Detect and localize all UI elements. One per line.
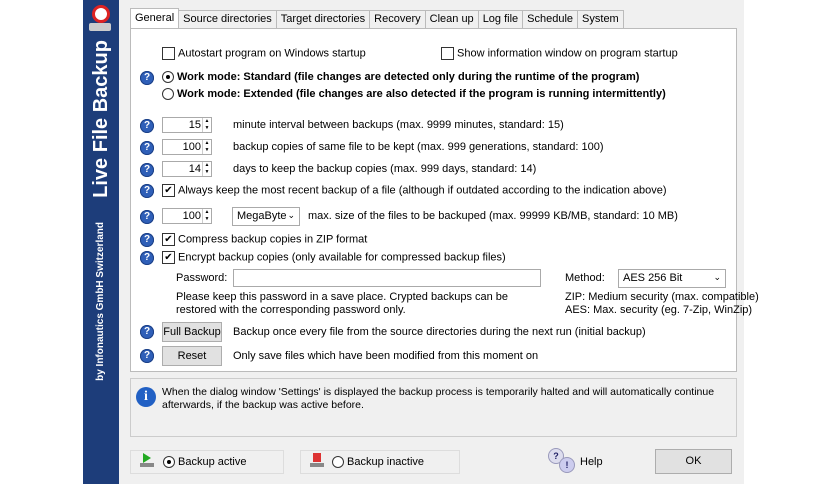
stop-icon	[310, 453, 324, 467]
interval-spinner[interactable]	[162, 117, 212, 133]
ok-button[interactable]: OK	[655, 449, 732, 474]
help-link[interactable]: Help	[580, 456, 603, 468]
size-unit-value: MegaByte	[237, 210, 287, 222]
show-info-checkbox[interactable]	[441, 47, 678, 60]
help-icon[interactable]: ?	[140, 71, 154, 85]
max-size-spinner[interactable]	[162, 208, 212, 224]
method-value: AES 256 Bit	[623, 272, 683, 284]
work-mode-extended-label: Work mode: Extended (file changes are also detected if the program is running intermittently)	[177, 88, 666, 100]
max-size-value: 100	[182, 210, 201, 222]
work-mode-standard-radio[interactable]	[162, 71, 639, 83]
tab-bar	[130, 10, 623, 29]
tab-system[interactable]: System	[577, 10, 624, 29]
tab-source-directories[interactable]: Source directories	[178, 10, 277, 29]
compress-label: Compress backup copies in ZIP format	[178, 233, 368, 246]
tab-schedule[interactable]: Schedule	[522, 10, 578, 29]
full-backup-button[interactable]: Full Backup	[162, 322, 222, 342]
sidebar-banner	[83, 0, 119, 484]
reset-description: Only save files which have been modified from this moment on	[233, 350, 539, 362]
encrypt-checkbox[interactable]: ✔ Encrypt backup copies (only available for compressed backup files)	[162, 251, 506, 264]
help-icon[interactable]: ?	[140, 325, 154, 339]
tab-general[interactable]: General	[130, 8, 179, 29]
help-icon[interactable]: ?	[140, 141, 154, 155]
backup-inactive-label: Backup inactive	[347, 456, 425, 468]
tab-recovery[interactable]: Recovery	[369, 10, 425, 29]
backup-active-radio[interactable]	[163, 456, 246, 468]
spinner-arrows-icon[interactable]: ▲ ▼	[202, 162, 211, 176]
full-backup-description: Backup once every file from the source directories during the next run (initial backup)	[233, 326, 646, 338]
autostart-checkbox[interactable]	[162, 47, 366, 60]
days-value: 14	[188, 163, 201, 175]
spinner-arrows-icon[interactable]: ▲ ▼	[202, 118, 211, 132]
autostart-label: Autostart program on Windows startup	[178, 47, 366, 60]
compress-checkbox[interactable]: ✔ Compress backup copies in ZIP format	[162, 233, 367, 246]
tab-clean-up[interactable]: Clean up	[425, 10, 479, 29]
size-unit-dropdown[interactable]	[232, 207, 300, 226]
show-info-label: Show information window on program startup	[457, 47, 678, 60]
help-icon[interactable]: ?	[140, 349, 154, 363]
keep-recent-label: Always keep the most recent backup of a file (although if outdated according to the indication above)	[178, 184, 667, 197]
work-mode-standard-label: Work mode: Standard (file changes are detected only during the runtime of the program)	[177, 71, 640, 83]
backup-active-label: Backup active	[178, 456, 247, 468]
chevron-down-icon: ⌄	[713, 272, 721, 282]
help-icon[interactable]: ?	[140, 251, 154, 265]
work-mode-extended-radio[interactable]	[162, 88, 666, 100]
info-text: When the dialog window 'Settings' is displayed the backup process is temporarily halted and will automatically continue afterwards, if the backup was active before.	[162, 386, 715, 411]
interval-value: 15	[188, 119, 201, 131]
aes-note: AES: Max. security (eg. 7-Zip, WinZip)	[565, 304, 753, 316]
reset-button[interactable]: Reset	[162, 346, 222, 366]
backup-inactive-radio[interactable]	[332, 456, 424, 468]
help-bubbles-icon[interactable]: ? !	[548, 448, 576, 472]
days-label: days to keep the backup copies (max. 999 days, standard: 14)	[233, 163, 537, 175]
lifebuoy-drive-logo-icon	[89, 5, 111, 33]
tab-target-directories[interactable]: Target directories	[276, 10, 370, 29]
tab-log-file[interactable]: Log file	[478, 10, 523, 29]
copies-label: backup copies of same file to be kept (max. 999 generations, standard: 100)	[233, 141, 604, 153]
encrypt-label: Encrypt backup copies (only available for compressed backup files)	[178, 251, 506, 264]
days-spinner[interactable]	[162, 161, 212, 177]
play-upload-icon	[140, 453, 154, 467]
help-icon[interactable]: ?	[140, 233, 154, 247]
zip-note: ZIP: Medium security (max. compatible)	[565, 291, 759, 303]
spinner-arrows-icon[interactable]: ▲ ▼	[202, 140, 211, 154]
copies-spinner[interactable]	[162, 139, 212, 155]
method-label: Method:	[565, 272, 605, 284]
copies-value: 100	[182, 141, 201, 153]
spinner-arrows-icon[interactable]: ▲ ▼	[202, 209, 211, 223]
help-icon[interactable]: ?	[140, 163, 154, 177]
app-title: Live File Backup	[90, 40, 112, 198]
help-icon[interactable]: ?	[140, 119, 154, 133]
method-dropdown[interactable]	[618, 269, 726, 288]
help-icon[interactable]: ?	[140, 210, 154, 224]
password-label: Password:	[176, 272, 228, 284]
app-subtitle: by Infonautics GmbH Switzerland	[95, 222, 106, 381]
password-input[interactable]	[233, 269, 541, 287]
keep-recent-checkbox[interactable]: ✔ Always keep the most recent backup of a file (although if outdated according to the indication above)	[162, 184, 667, 197]
max-size-label: max. size of the files to be backuped (max. 99999 KB/MB, standard: 10 MB)	[308, 210, 678, 222]
interval-label: minute interval between backups (max. 9999 minutes, standard: 15)	[233, 119, 564, 131]
password-note: Please keep this password in a save place. Crypted backups can be restored with the corresponding password only.	[176, 291, 509, 316]
help-icon[interactable]: ?	[140, 184, 154, 198]
chevron-down-icon: ⌄	[287, 210, 295, 220]
info-icon: i	[136, 387, 156, 407]
